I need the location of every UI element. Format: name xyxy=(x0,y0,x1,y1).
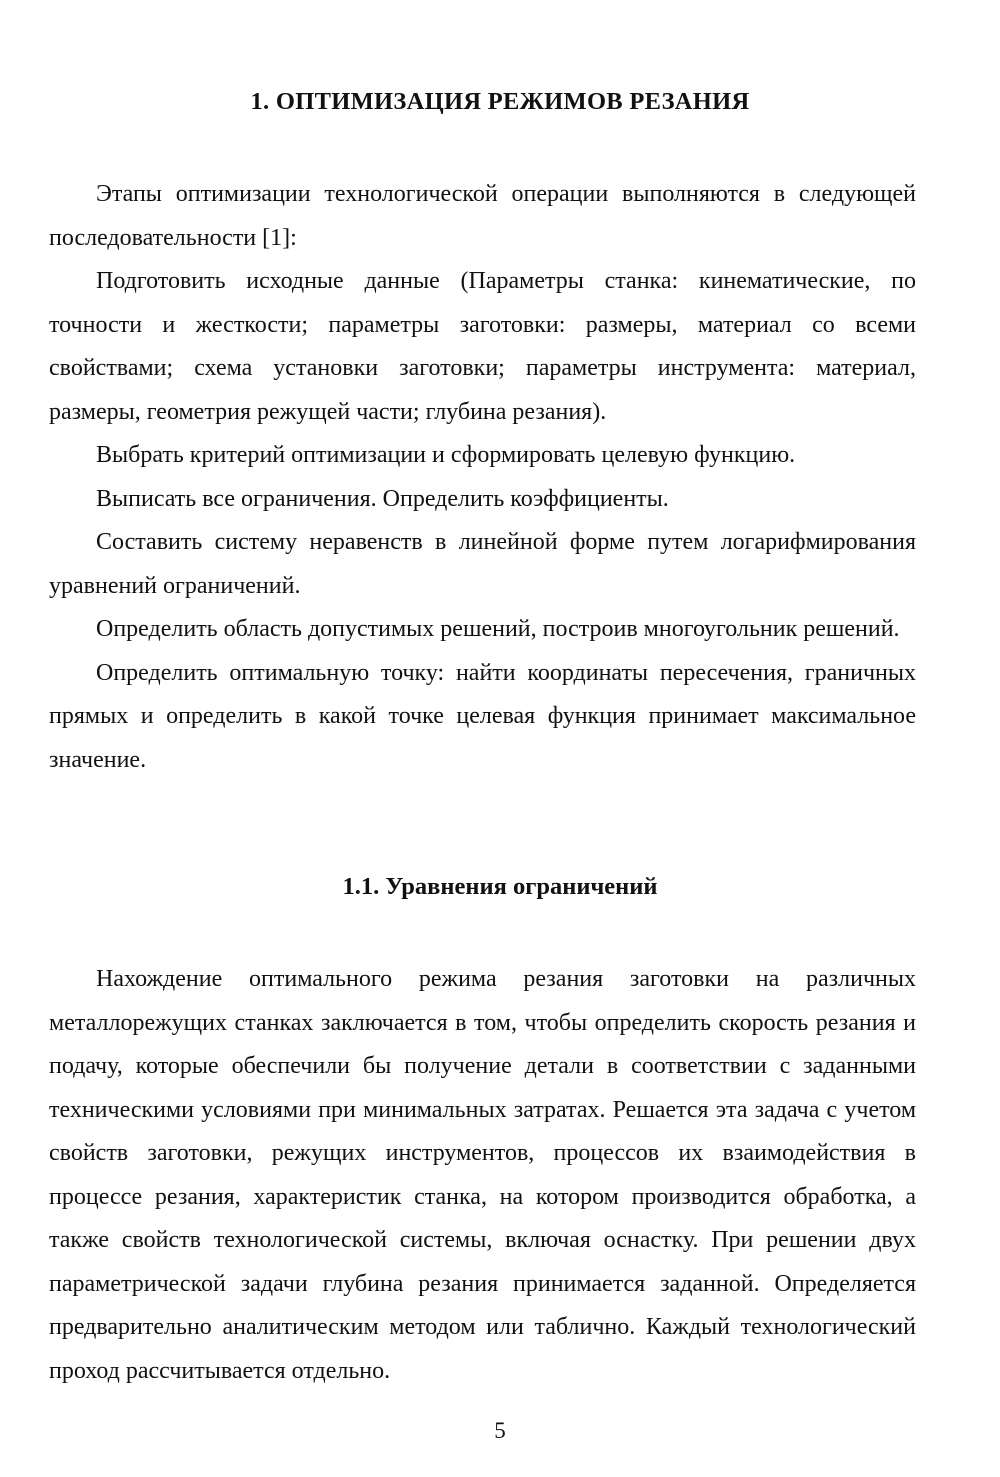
subsection-title: 1.1. Уравнения ограничений xyxy=(342,873,658,900)
paragraph: Нахождение оптимального режима резания заготовки на различных металлорежущих станках заключается в том, чтобы определить скорость резания и подачу, которые обеспечили бы получение детали в соответствии с заданными техническими условиями при минимальных затратах. Решается эта задача с учетом свойств заготовки, режущих инструментов, процессов их взаимодействия в процессе резания, характеристик станка, на котором производится обработка, а также свойств технологической системы, включая оснастку. При решении двух параметрической задачи глубина резания принимается заданной. Определяется предварительно аналитическим методом или таблично. Каждый технологический проход рассчитывается отдельно. xyxy=(49,966,916,1384)
page-number: 5 xyxy=(494,1418,506,1443)
paragraph: Этапы оптимизации технологической операции выполняются в следующей последовательности [1]: xyxy=(49,181,916,251)
paragraph: Выбрать критерий оптимизации и сформировать целевую функцию. xyxy=(96,442,796,468)
paragraph: Подготовить исходные данные (Параметры станка: кинематические, по точности и жесткости; параметры заготовки: размеры, материал со всеми свойствами; схема установки заготовки; параметры инструмента: материал, размеры, геометрия режущей части; глубина резания). xyxy=(49,268,916,425)
paragraph: Составить систему неравенств в линейной форме путем логарифмирования уравнений ограничений. xyxy=(49,529,916,599)
paragraph: Определить оптимальную точку: найти координаты пересечения, граничных прямых и определить в какой точке целевая функция принимает максимальное значение. xyxy=(49,659,916,773)
paragraph: Определить область допустимых решений, построив многоугольник решений. xyxy=(96,616,900,642)
section-title: 1. ОПТИМИЗАЦИЯ РЕЖИМОВ РЕЗАНИЯ xyxy=(250,88,750,115)
paragraph: Выписать все ограничения. Определить коэффициенты. xyxy=(96,485,669,512)
subsection-body xyxy=(49,958,916,1393)
section-body xyxy=(49,173,916,782)
